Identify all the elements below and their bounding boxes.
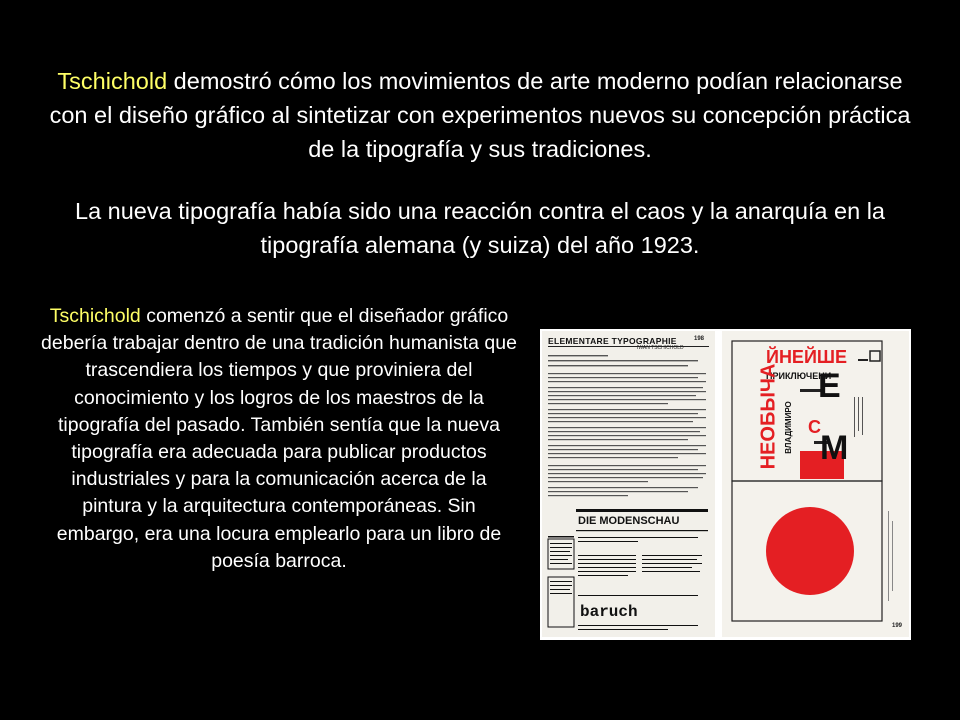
second-paragraph: La nueva tipografía había sido una reacción contra el caos y la anarquía en la tipografía alemana (y suiza) del año 1923. bbox=[75, 198, 885, 258]
book-left-page-number: 198 bbox=[694, 336, 705, 342]
russian-sub-text: ПРИКЛЮЧЕНИ bbox=[766, 371, 832, 381]
highlight-tschichold: Tschichold bbox=[57, 68, 168, 94]
poster-logo: baruch bbox=[580, 603, 638, 621]
russian-letter-c: С bbox=[808, 417, 821, 437]
highlight-tschichold-left: Tschichold bbox=[49, 305, 141, 327]
book-left-author: IWAN TSCHICHOLD bbox=[637, 345, 684, 351]
left-paragraph bbox=[40, 303, 518, 575]
russian-top-text: ЙНЕЙШЕ bbox=[766, 347, 847, 367]
poster-heading: DIE MODENSCHAU bbox=[578, 515, 680, 527]
russian-letter-e: Е bbox=[818, 367, 841, 405]
russian-vertical-text: НЕОБЫЧА bbox=[757, 363, 780, 470]
left-paragraph-text: comenzó a sentir que el diseñador gráfico debería trabajar dentro de una tradición humanista que trascendiera los tiempos y que proviniera del conocimiento y los logros de los maestros de la tipografía del pasado. También sentía que la nueva tipografía era adecuada para publicar productos industriales y para la comunicación acerca de la pintura y la arquitectura contemporáneas. Sin embargo, era una locura emplearlo para un libro de poesía barroca. bbox=[41, 305, 517, 572]
russian-letter-m: М bbox=[820, 429, 849, 467]
book-left-title: ELEMENTARE TYPOGRAPHIE bbox=[548, 336, 677, 346]
book-right-page-number: 199 bbox=[892, 623, 903, 629]
book-spread-image bbox=[540, 329, 911, 640]
intro-paragraph-text: demostró cómo los movimientos de arte moderno podían relacionarse con el diseño gráfico al sintetizar con experimentos nuevos su concepción práctica de la tipografía y sus tradiciones. bbox=[49, 68, 911, 162]
book-left-text-lines bbox=[542, 331, 715, 637]
intro-paragraph bbox=[40, 64, 920, 166]
book-left-page bbox=[542, 331, 715, 637]
book-right-page bbox=[722, 331, 909, 637]
russian-name-text: ВЛАДИМИРО bbox=[783, 401, 793, 454]
